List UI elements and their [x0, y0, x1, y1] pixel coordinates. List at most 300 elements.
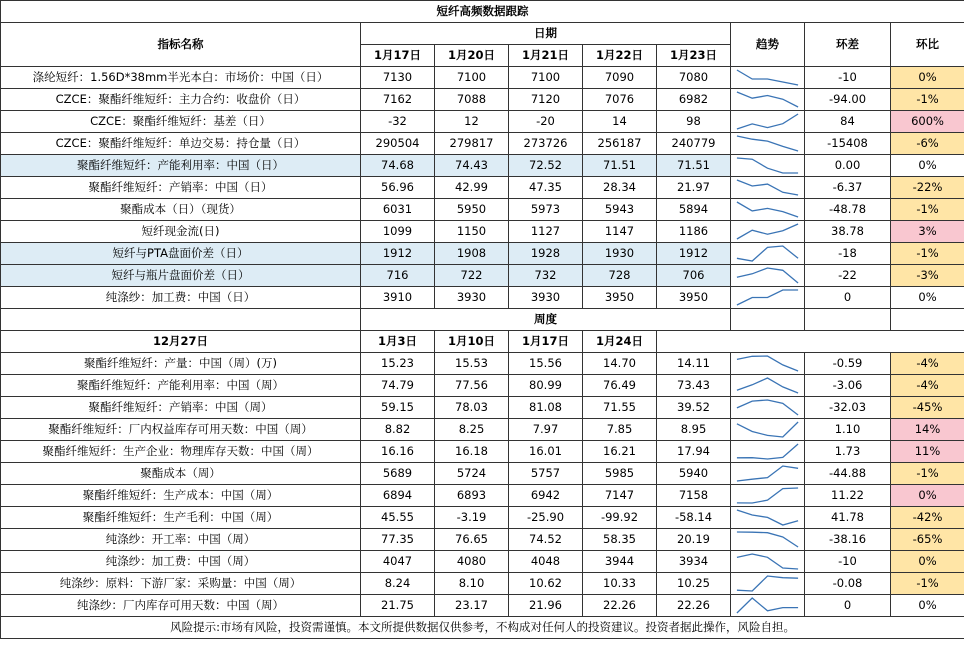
change-cell: 84 — [805, 111, 891, 133]
change-cell: -15408 — [805, 133, 891, 155]
sparkline-chart — [731, 67, 804, 88]
value-cell: 74.79 — [361, 375, 435, 397]
change-cell: -10 — [805, 551, 891, 573]
table-row — [1, 243, 964, 265]
value-cell: 3934 — [657, 551, 731, 573]
change-cell: 0 — [805, 287, 891, 309]
trend-sparkline — [731, 155, 805, 177]
ratio-cell: -42% — [891, 507, 964, 529]
value-cell: 7100 — [435, 67, 509, 89]
ratio-cell: -1% — [891, 199, 964, 221]
change-cell: -48.78 — [805, 199, 891, 221]
value-cell: 3910 — [361, 287, 435, 309]
value-cell: 8.95 — [657, 419, 731, 441]
date-header: 1月22日 — [583, 45, 657, 67]
indicator-name: 短纤现金流(日) — [1, 221, 361, 243]
value-cell: 15.53 — [435, 353, 509, 375]
date-header: 1月21日 — [509, 45, 583, 67]
value-cell: 21.75 — [361, 595, 435, 617]
sparkline-chart — [731, 133, 804, 154]
value-cell: 7076 — [583, 89, 657, 111]
ratio-cell: 0% — [891, 595, 964, 617]
value-cell: 78.03 — [435, 397, 509, 419]
value-cell: 728 — [583, 265, 657, 287]
value-cell: 72.52 — [509, 155, 583, 177]
ratio-cell: 0% — [891, 67, 964, 89]
value-cell: 14.11 — [657, 353, 731, 375]
trend-sparkline — [731, 595, 805, 617]
change-cell: -44.88 — [805, 463, 891, 485]
value-cell: 7120 — [509, 89, 583, 111]
change-cell: -22 — [805, 265, 891, 287]
value-cell: 1186 — [657, 221, 731, 243]
value-cell: 716 — [361, 265, 435, 287]
sparkline-line — [737, 532, 798, 547]
table-row — [1, 221, 964, 243]
value-cell: 59.15 — [361, 397, 435, 419]
date-header: 1月3日 — [361, 331, 435, 353]
table-row — [1, 529, 964, 551]
indicator-name: 聚酯纤维短纤：产销率：中国（周） — [1, 397, 361, 419]
value-cell: 22.26 — [583, 595, 657, 617]
trend-sparkline — [731, 287, 805, 309]
value-cell: 76.65 — [435, 529, 509, 551]
value-cell: 8.82 — [361, 419, 435, 441]
value-cell: -3.19 — [435, 507, 509, 529]
value-cell: 8.10 — [435, 573, 509, 595]
indicator-name: 聚酯纤维短纤：生产企业：物理库存天数：中国（周） — [1, 441, 361, 463]
table-row — [1, 199, 964, 221]
sparkline-chart — [731, 265, 804, 286]
value-cell: 3944 — [583, 551, 657, 573]
value-cell: 81.08 — [509, 397, 583, 419]
value-cell: 74.52 — [509, 529, 583, 551]
value-cell: 77.56 — [435, 375, 509, 397]
sparkline-chart — [731, 199, 804, 220]
ratio-cell: -4% — [891, 353, 964, 375]
value-cell: 16.16 — [361, 441, 435, 463]
value-cell: 17.94 — [657, 441, 731, 463]
sparkline-line — [737, 422, 798, 437]
trend-sparkline — [731, 397, 805, 419]
value-cell: 279817 — [435, 133, 509, 155]
value-cell: 5950 — [435, 199, 509, 221]
weekly-period-row — [1, 309, 964, 331]
sparkline-chart — [731, 573, 804, 594]
sparkline-chart — [731, 221, 804, 242]
indicator-header: 指标名称 — [1, 23, 361, 67]
value-cell: 1912 — [361, 243, 435, 265]
trend-sparkline — [731, 375, 805, 397]
sparkline-line — [737, 488, 798, 503]
value-cell: 14 — [583, 111, 657, 133]
sparkline-line — [737, 444, 798, 459]
table-row — [1, 375, 964, 397]
value-cell: 20.19 — [657, 529, 731, 551]
value-cell: -32 — [361, 111, 435, 133]
trend-sparkline — [731, 199, 805, 221]
trend-sparkline — [731, 485, 805, 507]
value-cell: 77.35 — [361, 529, 435, 551]
value-cell: 8.24 — [361, 573, 435, 595]
value-cell: 7088 — [435, 89, 509, 111]
ratio-cell: 14% — [891, 419, 964, 441]
value-cell: 7100 — [509, 67, 583, 89]
trend-sparkline — [731, 243, 805, 265]
ratio-cell: 11% — [891, 441, 964, 463]
table-row — [1, 463, 964, 485]
table-row — [1, 89, 964, 111]
value-cell: 290504 — [361, 133, 435, 155]
value-cell: 10.25 — [657, 573, 731, 595]
sparkline-chart — [731, 397, 804, 418]
table-row — [1, 419, 964, 441]
value-cell: 16.21 — [583, 441, 657, 463]
ratio-cell: -1% — [891, 243, 964, 265]
sparkline-line — [737, 510, 798, 525]
value-cell: 74.68 — [361, 155, 435, 177]
indicator-name: 短纤与瓶片盘面价差（日） — [1, 265, 361, 287]
daily-period-header: 日期 — [361, 23, 731, 45]
indicator-name: 聚酯成本（周） — [1, 463, 361, 485]
indicator-name: 纯涤纱：原料：下游厂家：采购量：中国（周） — [1, 573, 361, 595]
ratio-cell: 0% — [891, 551, 964, 573]
value-cell: -25.90 — [509, 507, 583, 529]
value-cell: 4048 — [509, 551, 583, 573]
value-cell: 7.97 — [509, 419, 583, 441]
value-cell: 15.56 — [509, 353, 583, 375]
table-row — [1, 573, 964, 595]
value-cell: 1127 — [509, 221, 583, 243]
value-cell: 16.01 — [509, 441, 583, 463]
change-cell: -0.59 — [805, 353, 891, 375]
sparkline-line — [737, 136, 798, 151]
value-cell: 56.96 — [361, 177, 435, 199]
value-cell: 3930 — [435, 287, 509, 309]
sparkline-line — [737, 576, 798, 591]
table-row — [1, 551, 964, 573]
sparkline-chart — [731, 507, 804, 528]
table-row — [1, 155, 964, 177]
indicator-name: 聚酯纤维短纤：产量：中国（周）(万) — [1, 353, 361, 375]
ratio-cell: -4% — [891, 375, 964, 397]
sparkline-line — [737, 466, 798, 481]
sparkline-chart — [731, 595, 804, 616]
value-cell: 76.49 — [583, 375, 657, 397]
value-cell: -20 — [509, 111, 583, 133]
sheet-title: 短纤高频数据跟踪 — [1, 1, 964, 23]
value-cell: 12 — [435, 111, 509, 133]
trend-sparkline — [731, 507, 805, 529]
sparkline-line — [737, 268, 798, 283]
value-cell: 3930 — [509, 287, 583, 309]
value-cell: 1150 — [435, 221, 509, 243]
sparkline-chart — [731, 463, 804, 484]
table-row — [1, 353, 964, 375]
value-cell: 28.34 — [583, 177, 657, 199]
value-cell: 1912 — [657, 243, 731, 265]
change-cell: -94.00 — [805, 89, 891, 111]
value-cell: 5689 — [361, 463, 435, 485]
blank-cell — [805, 309, 891, 331]
date-header: 1月17日 — [509, 331, 583, 353]
value-cell: 256187 — [583, 133, 657, 155]
value-cell: 21.97 — [657, 177, 731, 199]
value-cell: 5985 — [583, 463, 657, 485]
indicator-name: 短纤与PTA盘面价差（日） — [1, 243, 361, 265]
value-cell: 4047 — [361, 551, 435, 573]
indicator-name: 纯涤纱：厂内库存可用天数：中国（周） — [1, 595, 361, 617]
risk-disclaimer: 风险提示:市场有风险，投资需谨慎。本文所提供数据仅供参考，不构成对任何人的投资建议。投资者据此操作，风险自担。 — [1, 617, 964, 639]
trend-sparkline — [731, 221, 805, 243]
sparkline-chart — [731, 353, 804, 374]
ratio-cell: -1% — [891, 573, 964, 595]
change-cell: 41.78 — [805, 507, 891, 529]
sparkline-chart — [731, 89, 804, 110]
ratio-cell: -3% — [891, 265, 964, 287]
date-header: 12月27日 — [1, 331, 361, 353]
indicator-name: CZCE：聚酯纤维短纤：单边交易：持仓量（日） — [1, 133, 361, 155]
trend-sparkline — [731, 353, 805, 375]
value-cell: 1099 — [361, 221, 435, 243]
indicator-name: 聚酯纤维短纤：产销率：中国（日） — [1, 177, 361, 199]
sparkline-line — [737, 224, 798, 239]
value-cell: 14.70 — [583, 353, 657, 375]
table-row — [1, 265, 964, 287]
sparkline-line — [737, 400, 798, 415]
sparkline-chart — [731, 287, 804, 308]
value-cell: 6031 — [361, 199, 435, 221]
change-cell: -3.06 — [805, 375, 891, 397]
indicator-name: 聚酯纤维短纤：产能利用率：中国（日） — [1, 155, 361, 177]
value-cell: 15.23 — [361, 353, 435, 375]
indicator-name: 聚酯纤维短纤：生产毛利：中国（周） — [1, 507, 361, 529]
sparkline-line — [737, 70, 798, 85]
sparkline-chart — [731, 243, 804, 264]
change-cell: -0.08 — [805, 573, 891, 595]
value-cell: 273726 — [509, 133, 583, 155]
indicator-name: 聚酯纤维短纤：生产成本：中国（周） — [1, 485, 361, 507]
date-header: 1月17日 — [361, 45, 435, 67]
table-row — [1, 507, 964, 529]
value-cell: 74.43 — [435, 155, 509, 177]
sparkline-line — [737, 554, 798, 569]
value-cell: 5724 — [435, 463, 509, 485]
value-cell: 5757 — [509, 463, 583, 485]
trend-sparkline — [731, 67, 805, 89]
value-cell: 240779 — [657, 133, 731, 155]
value-cell: 8.25 — [435, 419, 509, 441]
value-cell: 3950 — [657, 287, 731, 309]
trend-sparkline — [731, 133, 805, 155]
sparkline-line — [737, 598, 798, 613]
table-row — [1, 441, 964, 463]
value-cell: 7.85 — [583, 419, 657, 441]
change-cell: 1.10 — [805, 419, 891, 441]
blank-cell — [891, 309, 964, 331]
change-cell: -6.37 — [805, 177, 891, 199]
value-cell: 22.26 — [657, 595, 731, 617]
value-cell: 7158 — [657, 485, 731, 507]
sparkline-line — [737, 180, 798, 195]
sparkline-chart — [731, 551, 804, 572]
value-cell: -58.14 — [657, 507, 731, 529]
ratio-cell: 600% — [891, 111, 964, 133]
value-cell: 732 — [509, 265, 583, 287]
value-cell: 7130 — [361, 67, 435, 89]
value-cell: 73.43 — [657, 375, 731, 397]
value-cell: 706 — [657, 265, 731, 287]
ratio-cell: -45% — [891, 397, 964, 419]
ratio-cell: 0% — [891, 287, 964, 309]
value-cell: 47.35 — [509, 177, 583, 199]
indicator-name: 聚酯纤维短纤：产能利用率：中国（周） — [1, 375, 361, 397]
blank-cell — [1, 309, 361, 331]
table-row — [1, 177, 964, 199]
value-cell: 5973 — [509, 199, 583, 221]
value-cell: 6982 — [657, 89, 731, 111]
value-cell: 71.51 — [583, 155, 657, 177]
value-cell: 16.18 — [435, 441, 509, 463]
value-cell: 5943 — [583, 199, 657, 221]
table-row — [1, 485, 964, 507]
value-cell: 21.96 — [509, 595, 583, 617]
indicator-name: 涤纶短纤：1.56D*38mm半光本白：市场价：中国（日） — [1, 67, 361, 89]
value-cell: 42.99 — [435, 177, 509, 199]
trend-sparkline — [731, 265, 805, 287]
trend-sparkline — [731, 573, 805, 595]
sparkline-chart — [731, 375, 804, 396]
value-cell: 7080 — [657, 67, 731, 89]
value-cell: 10.33 — [583, 573, 657, 595]
change-cell: 0.00 — [805, 155, 891, 177]
trend-sparkline — [731, 463, 805, 485]
change-cell: -18 — [805, 243, 891, 265]
ratio-cell: -1% — [891, 89, 964, 111]
trend-sparkline — [731, 177, 805, 199]
sparkline-line — [737, 114, 798, 129]
value-cell: 80.99 — [509, 375, 583, 397]
value-cell: 5894 — [657, 199, 731, 221]
change-cell: -32.03 — [805, 397, 891, 419]
ratio-cell: 0% — [891, 155, 964, 177]
value-cell: 10.62 — [509, 573, 583, 595]
ratio-cell: -65% — [891, 529, 964, 551]
sparkline-line — [737, 246, 798, 261]
sparkline-chart — [731, 155, 804, 176]
table-row — [1, 595, 964, 617]
sparkline-chart — [731, 177, 804, 198]
value-cell: 23.17 — [435, 595, 509, 617]
value-cell: 58.35 — [583, 529, 657, 551]
blank-cell — [731, 309, 805, 331]
trend-sparkline — [731, 441, 805, 463]
indicator-name: CZCE：聚酯纤维短纤：基差（日） — [1, 111, 361, 133]
table-row — [1, 397, 964, 419]
value-cell: 1147 — [583, 221, 657, 243]
sparkline-line — [737, 92, 798, 107]
sparkline-line — [737, 378, 798, 393]
table-row — [1, 67, 964, 89]
trend-sparkline — [731, 529, 805, 551]
value-cell: -99.92 — [583, 507, 657, 529]
date-header: 1月20日 — [435, 45, 509, 67]
change-cell: 0 — [805, 595, 891, 617]
value-cell: 7162 — [361, 89, 435, 111]
indicator-name: 纯涤纱：加工费：中国（周） — [1, 551, 361, 573]
change-cell: 38.78 — [805, 221, 891, 243]
ratio-cell: 0% — [891, 485, 964, 507]
trend-sparkline — [731, 111, 805, 133]
value-cell: 71.55 — [583, 397, 657, 419]
ratio-cell: -22% — [891, 177, 964, 199]
value-cell: 3950 — [583, 287, 657, 309]
value-cell: 1930 — [583, 243, 657, 265]
indicator-name: 聚酯成本（日）（现货） — [1, 199, 361, 221]
trend-sparkline — [731, 551, 805, 573]
value-cell: 7147 — [583, 485, 657, 507]
table-row — [1, 287, 964, 309]
sparkline-line — [737, 202, 798, 217]
value-cell: 6942 — [509, 485, 583, 507]
value-cell: 45.55 — [361, 507, 435, 529]
indicator-name: 纯涤纱：开工率：中国（周） — [1, 529, 361, 551]
date-header: 1月10日 — [435, 331, 509, 353]
value-cell: 722 — [435, 265, 509, 287]
ratio-cell: -6% — [891, 133, 964, 155]
ratio-cell: 3% — [891, 221, 964, 243]
change-cell: 11.22 — [805, 485, 891, 507]
change-cell: 1.73 — [805, 441, 891, 463]
sparkline-chart — [731, 529, 804, 550]
weekly-period-header: 周度 — [361, 309, 731, 331]
sparkline-chart — [731, 441, 804, 462]
ratio-header: 环比 — [891, 23, 964, 67]
sparkline-chart — [731, 485, 804, 506]
value-cell: 98 — [657, 111, 731, 133]
value-cell: 39.52 — [657, 397, 731, 419]
value-cell: 6893 — [435, 485, 509, 507]
indicator-name: 聚酯纤维短纤：厂内权益库存可用天数：中国（周） — [1, 419, 361, 441]
change-cell: -10 — [805, 67, 891, 89]
date-header: 1月24日 — [583, 331, 657, 353]
ratio-cell: -1% — [891, 463, 964, 485]
sparkline-line — [737, 158, 798, 173]
trend-header: 趋势 — [731, 23, 805, 67]
indicator-name: CZCE：聚酯纤维短纤：主力合约：收盘价（日） — [1, 89, 361, 111]
value-cell: 5940 — [657, 463, 731, 485]
sparkline-chart — [731, 419, 804, 440]
change-header: 环差 — [805, 23, 891, 67]
change-cell: -38.16 — [805, 529, 891, 551]
trend-sparkline — [731, 419, 805, 441]
value-cell: 7090 — [583, 67, 657, 89]
sparkline-chart — [731, 111, 804, 132]
indicator-name: 纯涤纱：加工费：中国（日） — [1, 287, 361, 309]
value-cell: 1908 — [435, 243, 509, 265]
value-cell: 6894 — [361, 485, 435, 507]
sparkline-line — [737, 356, 798, 371]
date-header: 1月23日 — [657, 45, 731, 67]
sparkline-line — [737, 290, 798, 305]
value-cell: 71.51 — [657, 155, 731, 177]
weekly-date-row — [1, 331, 964, 353]
table-row — [1, 133, 964, 155]
value-cell: 4080 — [435, 551, 509, 573]
table-row — [1, 111, 964, 133]
trend-sparkline — [731, 89, 805, 111]
value-cell: 1928 — [509, 243, 583, 265]
